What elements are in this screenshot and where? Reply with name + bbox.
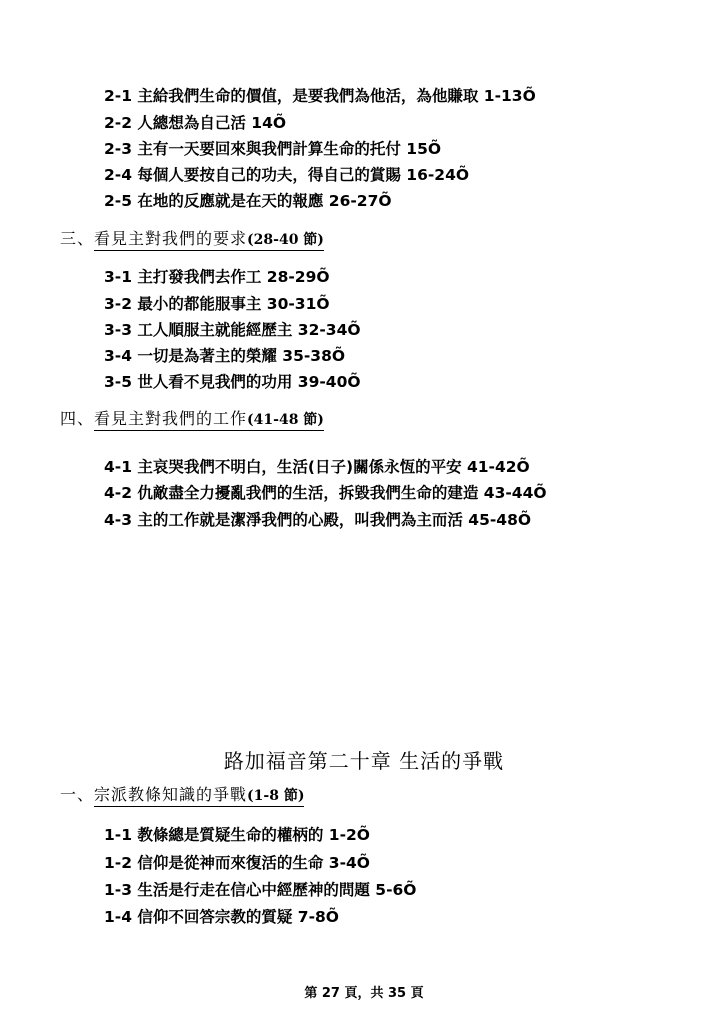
outline-item-1-2: 1-2 信仰是從神而來復活的生命 3-4Õ — [104, 854, 370, 872]
outline-item-2-2: 2-2 人總想為自己活 14Õ — [104, 114, 287, 132]
verse-range: (28-40 節) — [247, 232, 324, 248]
outline-item-3-1: 3-1 主打發我們去作工 28-29Õ — [104, 268, 330, 286]
section-heading-text: 看見主對我們的工作 — [94, 409, 248, 428]
outline-item-2-3: 2-3 主有一天要回來與我們計算生命的托付 15Õ — [104, 140, 442, 158]
section-prefix: 四、 — [60, 409, 95, 428]
outline-item-1-3: 1-3 生活是行走在信心中經歷神的問題 5-6Õ — [104, 881, 417, 899]
page-number-footer: 第 27 頁，共 35 頁 — [304, 986, 424, 1001]
outline-item-2-1: 2-1 主給我們生命的價值，是要我們為他活，為他賺取 1-13Õ — [104, 87, 536, 105]
verse-range: (41-48 節) — [247, 412, 324, 428]
section-heading-text: 看見主對我們的要求 — [94, 229, 248, 248]
outline-item-3-2: 3-2 最小的都能服事主 30-31Õ — [104, 295, 330, 313]
outline-item-3-5: 3-5 世人看不見我們的功用 39-40Õ — [104, 373, 361, 391]
outline-item-1-1: 1-1 教條總是質疑生命的權柄的 1-2Õ — [104, 826, 370, 844]
section-prefix: 三、 — [60, 229, 95, 248]
outline-item-2-5: 2-5 在地的反應就是在天的報應 26-27Õ — [104, 192, 392, 210]
section-heading-text: 宗派教條知識的爭戰 — [94, 785, 248, 804]
outline-item-2-4: 2-4 每個人要按自己的功夫，得自己的賞賜 16-24Õ — [104, 166, 470, 184]
section-heading-3 — [60, 229, 324, 250]
outline-item-4-1: 4-1 主哀哭我們不明白，生活(日子)關係永恆的平安 41-42Õ — [104, 458, 530, 476]
verse-range: (1-8 節) — [247, 788, 305, 804]
outline-item-3-4: 3-4 一切是為著主的榮耀 35-38Õ — [104, 347, 346, 365]
outline-item-4-3: 4-3 主的工作就是潔淨我們的心殿，叫我們為主而活 45-48Õ — [104, 511, 532, 529]
outline-item-1-4: 1-4 信仰不回答宗教的質疑 7-8Õ — [104, 908, 339, 926]
section-heading-4 — [60, 409, 324, 430]
outline-item-4-2: 4-2 仇敵盡全力擾亂我們的生活，拆毀我們生命的建造 43-44Õ — [104, 484, 547, 502]
section-heading-1 — [60, 785, 304, 806]
chapter-title: 路加福音第二十章 生活的爭戰 — [223, 749, 505, 773]
outline-item-3-3: 3-3 工人順服主就能經歷主 32-34Õ — [104, 321, 361, 339]
section-prefix: 一、 — [60, 785, 95, 804]
